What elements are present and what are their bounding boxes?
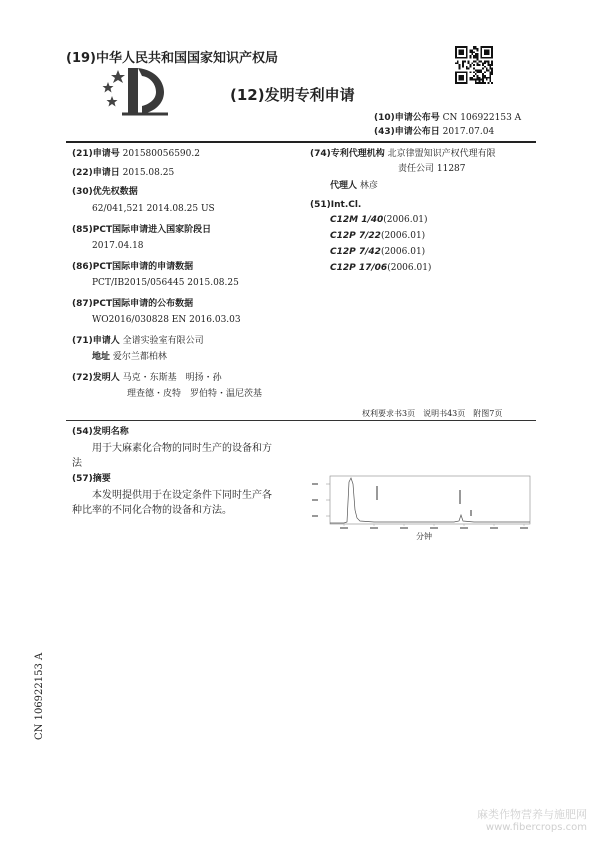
ipc-class-row: [330, 214, 428, 226]
pub-number-value: CN 106922153 A: [442, 113, 522, 123]
ipc-class: C12M 1/40: [330, 215, 384, 225]
abstract-line-1: 本发明提供用于在设定条件下同时生产各: [92, 490, 272, 501]
document-type: [230, 84, 355, 105]
office-header: [66, 47, 278, 66]
app-date-label: 申请日: [92, 168, 120, 178]
code-12: (12): [230, 86, 265, 104]
code-43: (43): [374, 127, 395, 137]
pct-pub-label-row: [72, 298, 193, 310]
pct-app-value: PCT/IB2015/056445 2015.08.25: [92, 278, 239, 288]
title-label-row: [72, 426, 129, 438]
code-19: (19): [66, 51, 96, 66]
ipc-class-row: [330, 262, 431, 274]
ipc-version: (2006.01): [387, 263, 432, 273]
app-no-value: 201580056590.2: [122, 149, 200, 159]
side-publication-number: CN 106922153 A: [34, 652, 45, 740]
pct-entry-label-row: [72, 224, 211, 236]
code-30: (30): [72, 187, 93, 197]
code-51: (51): [310, 200, 331, 210]
address-label: 地址: [92, 352, 111, 362]
agency: [310, 148, 496, 160]
code-87: (87): [72, 299, 93, 309]
code-54: (54): [72, 427, 93, 437]
address-value: 爱尔兰都柏林: [112, 352, 167, 362]
abstract-label: 摘要: [92, 474, 111, 484]
priority-label: 优先权数据: [92, 187, 138, 197]
office-emblem-icon: [98, 66, 168, 122]
pct-pub-label: PCT国际申请的公布数据: [92, 299, 194, 309]
pub-date-value: 2017.07.04: [442, 127, 495, 137]
inventors-line-2: 理查德・皮特 罗伯特・温尼茨基: [127, 389, 263, 399]
code-22: (22): [72, 168, 93, 178]
application-date: [72, 167, 174, 179]
ipc-version: (2006.01): [380, 247, 426, 257]
ipc-class-row: [330, 230, 425, 242]
chromatogram-figure: [304, 470, 536, 538]
code-85: (85): [72, 225, 93, 235]
ipc-class: C12P 7/42: [330, 247, 381, 257]
ipc-class: C12P 17/06: [330, 263, 388, 273]
applicant-value: 全谱实验室有限公司: [122, 336, 204, 346]
pub-number-label: 申请公布号: [394, 113, 440, 123]
office-name: 中华人民共和国国家知识产权局: [95, 51, 278, 66]
abstract-label-row: [72, 473, 111, 485]
pct-entry-value: 2017.04.18: [92, 241, 144, 251]
pages-divider: [66, 420, 536, 421]
applicant: [72, 335, 204, 347]
ipc-class-row: [330, 246, 425, 258]
code-72: (72): [72, 373, 93, 383]
code-10: (10): [374, 113, 395, 123]
inventors: [72, 372, 222, 384]
pages-info: 权利要求书3页 说明书43页 附图7页: [362, 409, 503, 418]
title-label: 发明名称: [92, 427, 129, 437]
publication-number: [374, 112, 521, 124]
abstract-line-2: 种比率的不同化合物的设备和方法。: [72, 505, 232, 516]
app-date-value: 2015.08.25: [122, 168, 175, 178]
agent-label: 代理人: [330, 181, 358, 191]
publication-date: [374, 126, 494, 138]
app-no-label: 申请号: [92, 149, 120, 159]
pct-entry-label: PCT国际申请进入国家阶段日: [92, 225, 212, 235]
invention-title-line-2: 法: [72, 458, 82, 469]
applicant-label: 申请人: [92, 336, 120, 346]
doc-type-label: 发明专利申请: [264, 86, 355, 104]
pct-app-label: PCT国际申请的申请数据: [92, 262, 194, 272]
address: [92, 351, 167, 363]
agent-value: 林彦: [359, 181, 378, 191]
code-71: (71): [72, 336, 93, 346]
agency-label: 专利代理机构: [330, 149, 385, 159]
pct-pub-value: WO2016/030828 EN 2016.03.03: [92, 315, 241, 325]
ipc-version: (2006.01): [380, 231, 426, 241]
invention-title-line-1: 用于大麻素化合物的同时生产的设备和方: [92, 443, 272, 454]
inventors-line-1: 马克・东斯基 明扬・孙: [122, 373, 222, 383]
watermark-text: 麻类作物营养与施肥网: [477, 808, 587, 821]
ipc-header: [310, 199, 361, 211]
inventor-label: 发明人: [92, 373, 120, 383]
header-divider: [66, 141, 536, 143]
pub-date-label: 申请公布日: [394, 127, 440, 137]
agency-value-line-1: 北京律盟知识产权代理有限: [387, 149, 496, 159]
qr-code: [455, 46, 493, 84]
chart-x-axis-label: 分钟: [416, 532, 432, 541]
priority-label-row: [72, 186, 138, 198]
agent: [330, 180, 378, 192]
pct-app-label-row: [72, 261, 193, 273]
code-21: (21): [72, 149, 93, 159]
code-86: (86): [72, 262, 93, 272]
priority-value: 62/041,521 2014.08.25 US: [92, 204, 215, 214]
watermark-url: www.fibercrops.com: [485, 822, 587, 833]
code-74: (74): [310, 149, 331, 159]
code-57: (57): [72, 474, 93, 484]
ipc-version: (2006.01): [383, 215, 428, 225]
ipc-class: C12P 7/22: [330, 231, 381, 241]
ipc-label: Int.Cl.: [330, 200, 362, 210]
agency-value-line-2: 责任公司 11287: [398, 164, 466, 174]
application-number: [72, 148, 200, 160]
